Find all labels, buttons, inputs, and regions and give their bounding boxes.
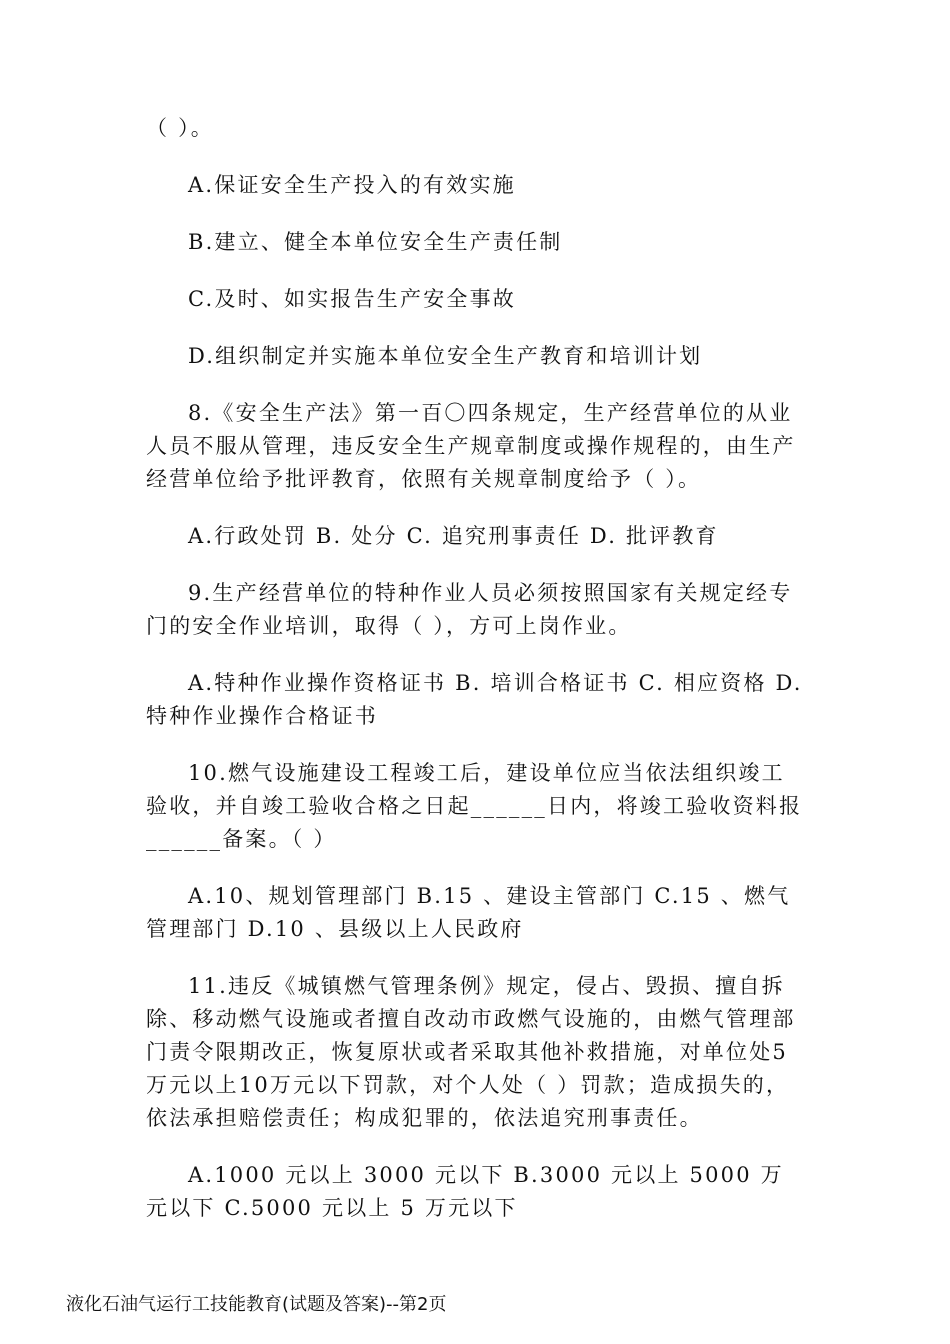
paragraph-answer-blank: （ ）。 bbox=[146, 116, 214, 140]
option-d: D.组织制定并实施本单位安全生产教育和培训计划 bbox=[188, 344, 703, 368]
question-9-options: A.特种作业操作资格证书 B. 培训合格证书 C. 相应资格 D. 特种作业操作合格证书 bbox=[146, 671, 803, 728]
page-footer: 液化石油气运行工技能教育(试题及答案)--第2页 bbox=[66, 1294, 447, 1315]
question-9: 9.生产经营单位的特种作业人员必须按照国家有关规定经专门的安全作业培训，取得（ ），方可上岗作业。 bbox=[146, 581, 793, 638]
option-a: A.保证安全生产投入的有效实施 bbox=[188, 173, 516, 197]
option-b: B.建立、健全本单位安全生产责任制 bbox=[188, 230, 563, 254]
question-8-options: A.行政处罚 B. 处分 C. 追究刑事责任 D. 批评教育 bbox=[188, 524, 719, 548]
question-11-options: A.1000 元以上 3000 元以下 B.3000 元以上 5000 万元以下 C.5000 元以上 5 万元以下 bbox=[146, 1163, 784, 1220]
question-10-options: A.10、规划管理部门 B.15 、建设主管部门 C.15 、燃气管理部门 D.10 、县级以上人民政府 bbox=[146, 884, 791, 941]
page-body bbox=[146, 112, 806, 1249]
option-c: C.及时、如实报告生产安全事故 bbox=[188, 287, 516, 311]
question-8: 8.《安全生产法》第一百〇四条规定，生产经营单位的从业人员不服从管理，违反安全生产规章制度或操作规程的，由生产经营单位给予批评教育，依照有关规章制度给予（ ）。 bbox=[146, 401, 796, 491]
question-11: 11.违反《城镇燃气管理条例》规定，侵占、毁损、擅自拆除、移动燃气设施或者擅自改动市政燃气设施的，由燃气管理部门责令限期改正，恢复原状或者采取其他补救措施，对单位处5万元以上10万元以下罚款，对个人处（ ）罚款；造成损失的，依法承担赔偿责任；构成犯罪的，依法追究刑事责任。 bbox=[146, 974, 796, 1130]
question-10: 10.燃气设施建设工程竣工后，建设单位应当依法组织竣工验收，并自竣工验收合格之日起______日内，将竣工验收资料报______备案。（ ） bbox=[146, 761, 803, 851]
